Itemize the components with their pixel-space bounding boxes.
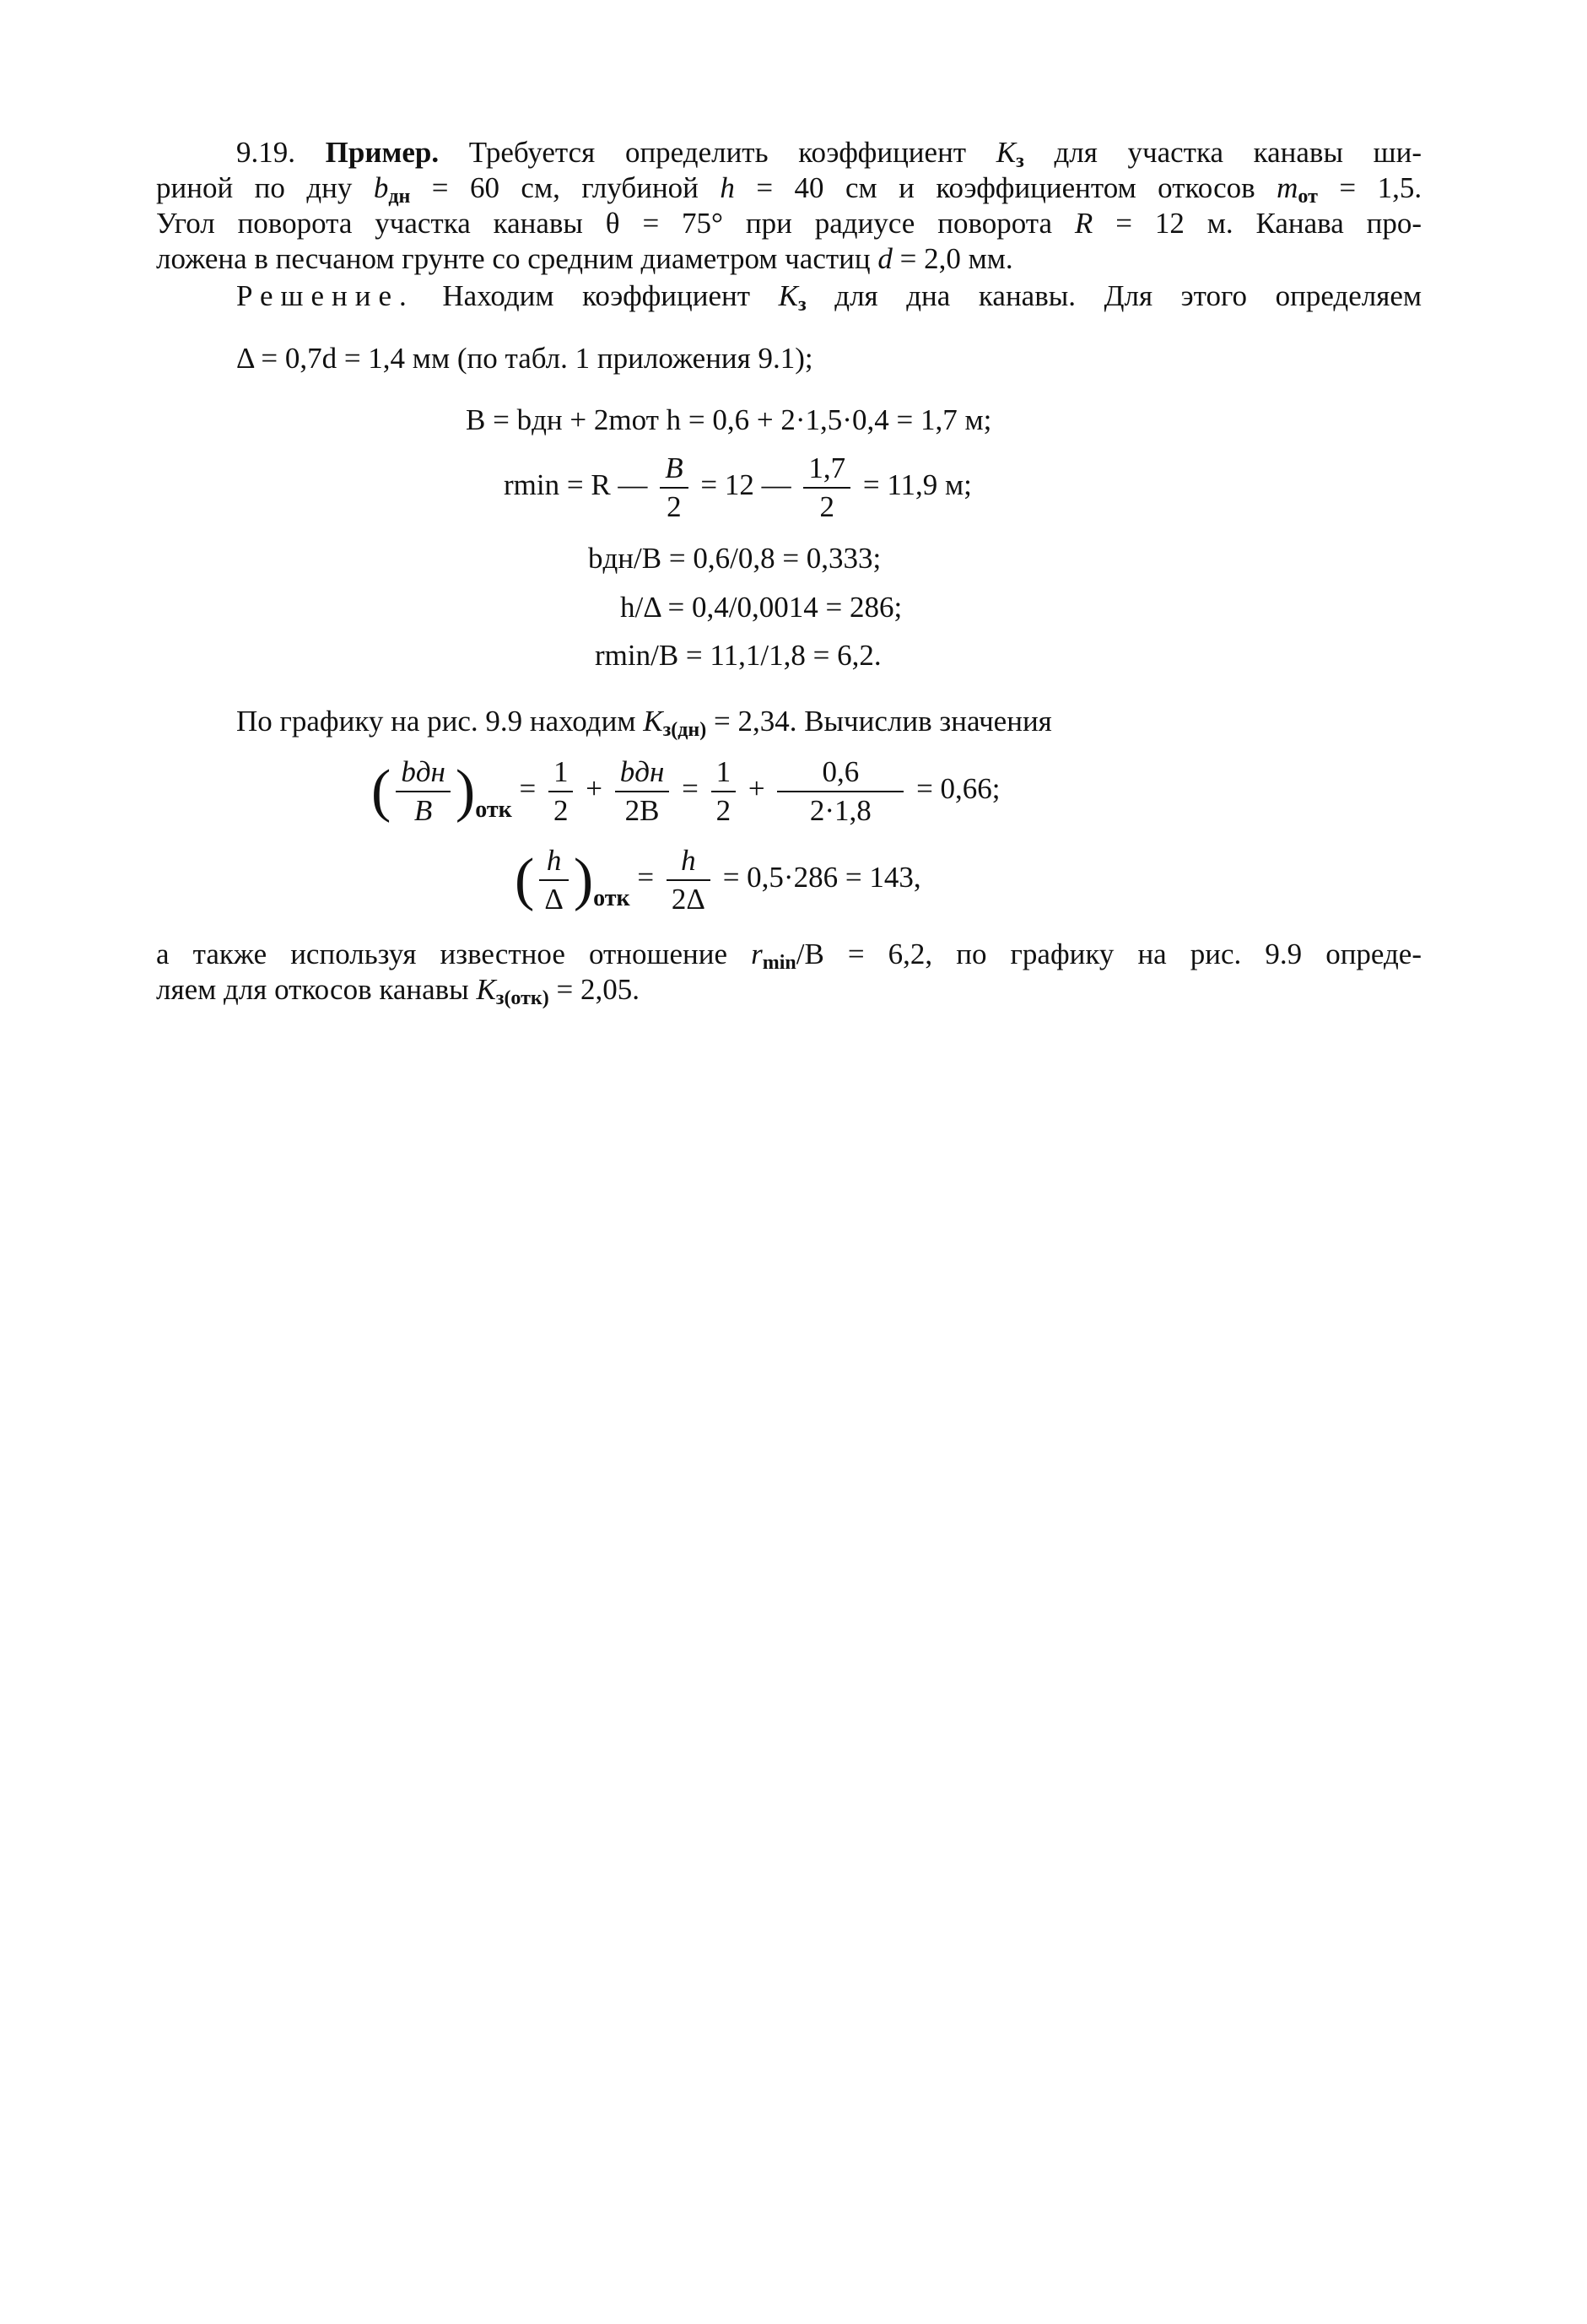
denominator: 2 bbox=[711, 791, 737, 828]
subscript: з(дн) bbox=[662, 719, 707, 741]
fraction bbox=[660, 451, 688, 524]
fraction bbox=[711, 755, 737, 828]
example-paragraph bbox=[156, 135, 1422, 277]
numerator: B bbox=[665, 451, 683, 484]
paren-close: ) bbox=[455, 759, 476, 824]
subscript: з(отк) bbox=[495, 987, 549, 1009]
fraction bbox=[615, 755, 670, 828]
text: = 2,0 мм. bbox=[899, 242, 1013, 275]
numerator: h bbox=[546, 844, 562, 877]
equation-B: B = bдн + 2mот h = 0,6 + 2·1,5·0,4 = 1,7 м; bbox=[466, 403, 992, 436]
subscript: от bbox=[1298, 186, 1318, 208]
example-line-2 bbox=[156, 170, 1422, 206]
symbol: d bbox=[877, 242, 893, 275]
denominator: 2 bbox=[803, 487, 850, 524]
text: = 40 см и коэффициентом откосов bbox=[756, 171, 1255, 204]
numerator: 1,7 bbox=[808, 451, 846, 484]
example-heading: Пример. bbox=[325, 136, 440, 169]
solution-line-1 bbox=[156, 278, 1422, 314]
text: для дна канавы. Для этого определяем bbox=[834, 279, 1422, 312]
numerator: 1 bbox=[553, 755, 569, 788]
symbol: K bbox=[476, 973, 496, 1006]
symbol: K bbox=[778, 279, 798, 312]
text: риной по дну bbox=[156, 171, 353, 204]
text: = bbox=[682, 772, 699, 806]
symbol: b bbox=[373, 171, 389, 204]
symbol: h bbox=[720, 171, 735, 204]
section-number: 9.19. bbox=[236, 136, 295, 169]
numerator: 0,6 bbox=[822, 755, 860, 788]
text: = bbox=[519, 772, 537, 806]
numerator: bдн bbox=[619, 755, 665, 788]
text: = bbox=[637, 861, 655, 894]
fraction bbox=[803, 451, 850, 524]
text: = 1,5. bbox=[1339, 171, 1422, 204]
fraction bbox=[777, 755, 904, 828]
solution-label: Решение. bbox=[236, 279, 414, 312]
denominator: 2 bbox=[548, 791, 574, 828]
denominator: Δ bbox=[539, 879, 569, 916]
delta-line: Δ = 0,7d = 1,4 мм (по табл. 1 приложения 9.1); bbox=[236, 342, 813, 375]
text: = 2,34. Вычислив значения bbox=[713, 705, 1052, 738]
denominator: 2Δ bbox=[667, 879, 710, 916]
equation-bdn-otk bbox=[371, 755, 1001, 828]
numerator: h bbox=[681, 844, 696, 877]
text: = 0,5·286 = 143, bbox=[722, 861, 921, 894]
equation-rmin bbox=[504, 451, 972, 524]
text: ляем для откосов канавы bbox=[156, 973, 469, 1006]
fraction bbox=[667, 844, 710, 916]
example-line-4 bbox=[156, 241, 1422, 277]
symbol: r bbox=[751, 938, 763, 970]
text: rmin = R — bbox=[504, 468, 648, 502]
text: Находим коэффициент bbox=[442, 279, 751, 312]
subscript: з bbox=[798, 294, 807, 316]
conclusion-paragraph bbox=[156, 937, 1422, 1008]
conclusion-line-1 bbox=[156, 937, 1422, 972]
subscript: отк bbox=[475, 797, 512, 824]
paren-open: ( bbox=[515, 847, 535, 912]
paren-close: ) bbox=[573, 847, 594, 912]
subscript: отк bbox=[593, 885, 630, 912]
denominator: 2 bbox=[660, 487, 688, 524]
numerator: bдн bbox=[401, 755, 445, 788]
text: + bbox=[748, 772, 765, 806]
graph-paragraph bbox=[236, 705, 1052, 741]
text: = 11,9 м; bbox=[862, 468, 972, 502]
text: Требуется определить коэффициент bbox=[468, 136, 967, 169]
fraction bbox=[548, 755, 574, 828]
equation-bdn-ratio: bдн/B = 0,6/0,8 = 0,333; bbox=[588, 542, 882, 575]
conclusion-line-2 bbox=[156, 972, 1422, 1008]
text: + bbox=[586, 772, 602, 806]
text: /B = 6,2, по графику на рис. 9.9 опреде- bbox=[796, 938, 1422, 970]
denominator: B bbox=[396, 791, 451, 828]
denominator: 2·1,8 bbox=[777, 791, 904, 828]
text: = 2,05. bbox=[556, 973, 640, 1006]
text: а также используя известное отношение bbox=[156, 938, 727, 970]
paren-open: ( bbox=[371, 759, 391, 824]
symbol: m bbox=[1277, 171, 1298, 204]
subscript: з bbox=[1016, 150, 1024, 172]
symbol: R bbox=[1074, 207, 1093, 240]
equation-h-otk bbox=[515, 844, 921, 916]
text: = 60 см, глубиной bbox=[431, 171, 699, 204]
text: = 0,66; bbox=[916, 772, 1001, 806]
subscript: min bbox=[762, 952, 796, 974]
denominator: 2B bbox=[615, 791, 670, 828]
fraction bbox=[539, 844, 569, 916]
example-line-1 bbox=[156, 135, 1422, 170]
equation-h-ratio: h/Δ = 0,4/0,0014 = 286; bbox=[620, 591, 903, 624]
example-line-3 bbox=[156, 206, 1422, 241]
text: = 12 — bbox=[700, 468, 791, 502]
text: ложена в песчаном грунте со средним диаметром частиц bbox=[156, 242, 871, 275]
symbol: K bbox=[643, 705, 663, 738]
subscript: дн bbox=[388, 186, 411, 208]
symbol: K bbox=[996, 136, 1017, 169]
equation-rmin-ratio: rmin/B = 11,1/1,8 = 6,2. bbox=[595, 639, 882, 672]
text: Угол поворота участка канавы θ = 75° при радиусе поворота bbox=[156, 207, 1053, 240]
fraction bbox=[396, 755, 451, 828]
text: По графику на рис. 9.9 находим bbox=[236, 705, 636, 738]
text: для участка канавы ши- bbox=[1054, 136, 1422, 169]
solution-paragraph bbox=[156, 278, 1422, 314]
text: = 12 м. Канава про- bbox=[1115, 207, 1422, 240]
numerator: 1 bbox=[715, 755, 731, 788]
